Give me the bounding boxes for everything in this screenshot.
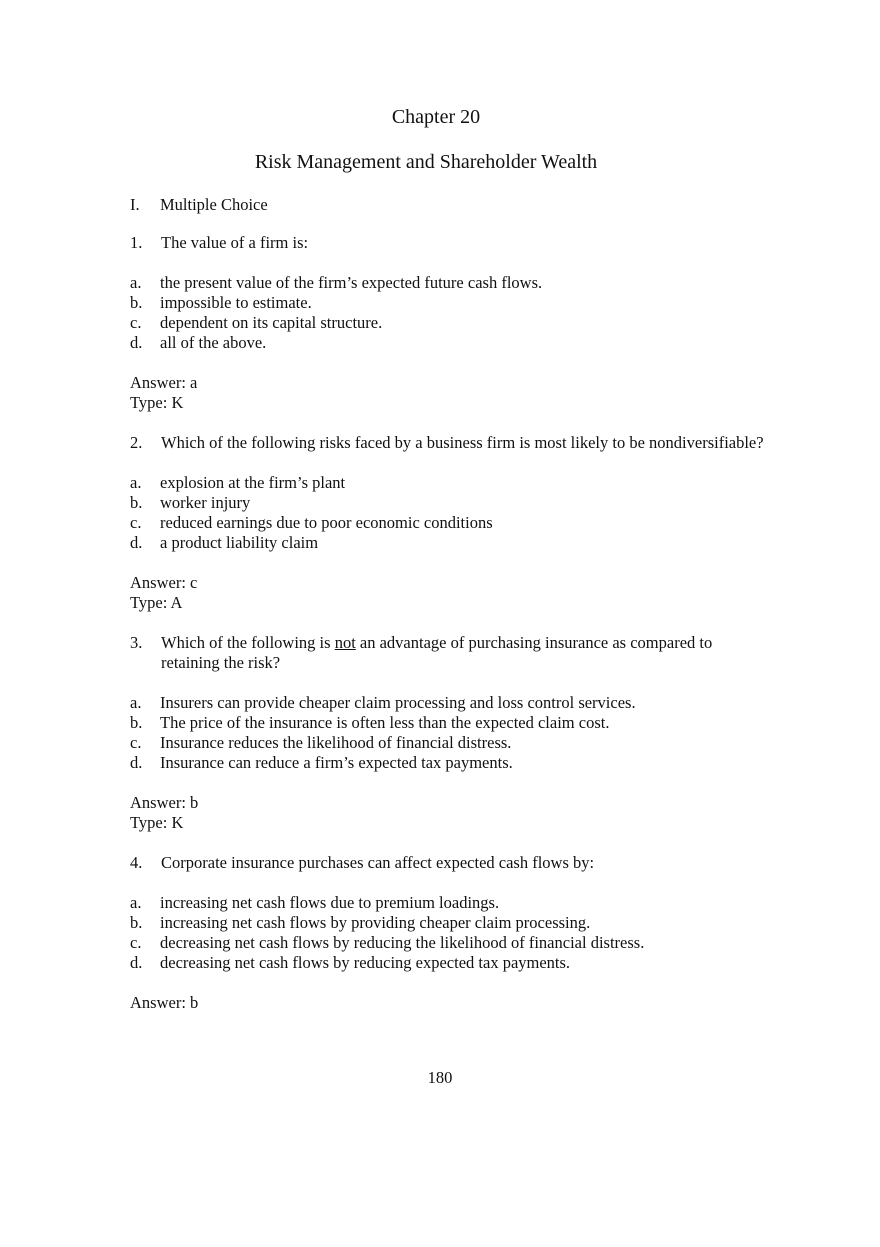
question-item xyxy=(130,853,770,1013)
option-text: dependent on its capital structure. xyxy=(160,313,383,332)
question-stem xyxy=(130,853,770,873)
question-number: 2. xyxy=(130,433,143,452)
option-text: increasing net cash flows due to premium loadings. xyxy=(160,893,500,912)
option-letter: c. xyxy=(130,513,142,532)
option-item xyxy=(130,273,770,293)
option-letter: b. xyxy=(130,293,143,312)
question-stem xyxy=(130,433,770,453)
option-letter: c. xyxy=(130,313,142,332)
question-list xyxy=(130,233,770,1033)
section-numeral: I. xyxy=(130,195,140,214)
option-item xyxy=(130,293,770,313)
option-text: explosion at the firm’s plant xyxy=(160,473,346,492)
option-text: Insurance can reduce a firm’s expected tax payments. xyxy=(160,753,513,772)
question-stem xyxy=(130,633,770,673)
page-number: 180 xyxy=(427,1068,453,1087)
option-item xyxy=(130,713,770,733)
answer-block xyxy=(130,373,770,413)
question-text xyxy=(161,633,770,673)
option-text: Insurance reduces the likelihood of financial distress. xyxy=(160,733,512,752)
section-heading xyxy=(130,195,268,215)
option-letter: c. xyxy=(130,933,142,952)
chapter-heading: Risk Management and Shareholder Wealth xyxy=(254,151,598,173)
question-item xyxy=(130,233,770,413)
answer-block xyxy=(130,993,770,1013)
option-letter: a. xyxy=(130,273,142,292)
option-item xyxy=(130,473,770,493)
option-item xyxy=(130,493,770,513)
option-text: decreasing net cash flows by reducing expected tax payments. xyxy=(160,953,571,972)
option-letter: d. xyxy=(130,333,143,352)
option-item xyxy=(130,913,770,933)
question-text: Which of the following risks faced by a business firm is most likely to be nondiversifiable? xyxy=(161,433,764,452)
option-item xyxy=(130,733,770,753)
option-item xyxy=(130,953,770,973)
option-text: The price of the insurance is often less than the expected claim cost. xyxy=(160,713,610,732)
question-number: 1. xyxy=(130,233,143,252)
chapter-title: Chapter 20 xyxy=(391,106,481,128)
option-text: all of the above. xyxy=(160,333,267,352)
option-letter: a. xyxy=(130,473,142,492)
option-letter: c. xyxy=(130,733,142,752)
question-type: Type: K xyxy=(130,393,184,412)
question-text-part: an advantage of purchasing insurance as compared to retaining the risk? xyxy=(161,633,713,672)
question-type: Type: K xyxy=(130,813,184,832)
question-stem xyxy=(130,233,770,253)
section-label: Multiple Choice xyxy=(160,195,268,214)
option-letter: d. xyxy=(130,753,143,772)
option-item xyxy=(130,513,770,533)
option-letter: b. xyxy=(130,493,143,512)
question-item xyxy=(130,633,770,833)
option-letter: a. xyxy=(130,693,142,712)
answer-block xyxy=(130,573,770,613)
option-item xyxy=(130,933,770,953)
option-letter: a. xyxy=(130,893,142,912)
option-letter: b. xyxy=(130,913,143,932)
option-text: Insurers can provide cheaper claim processing and loss control services. xyxy=(160,693,636,712)
option-list xyxy=(130,693,770,773)
option-item xyxy=(130,753,770,773)
option-list xyxy=(130,893,770,973)
option-text: decreasing net cash flows by reducing the likelihood of financial distress. xyxy=(160,933,645,952)
question-number: 3. xyxy=(130,633,143,652)
option-list xyxy=(130,473,770,553)
option-item xyxy=(130,693,770,713)
option-text: a product liability claim xyxy=(160,533,319,552)
question-number: 4. xyxy=(130,853,143,872)
option-item xyxy=(130,893,770,913)
option-letter: d. xyxy=(130,533,143,552)
option-item xyxy=(130,333,770,353)
option-letter: d. xyxy=(130,953,143,972)
option-text: impossible to estimate. xyxy=(160,293,312,312)
answer-block xyxy=(130,793,770,833)
option-letter: b. xyxy=(130,713,143,732)
option-list xyxy=(130,273,770,353)
option-text: reduced earnings due to poor economic conditions xyxy=(160,513,493,532)
question-text: The value of a firm is: xyxy=(161,233,309,252)
question-type: Type: A xyxy=(130,593,183,612)
option-text: worker injury xyxy=(160,493,251,512)
answer-key: Answer: b xyxy=(130,793,199,812)
option-text: the present value of the firm’s expected future cash flows. xyxy=(160,273,543,292)
underlined-word: not xyxy=(334,633,356,652)
answer-key: Answer: b xyxy=(130,993,199,1012)
answer-key: Answer: c xyxy=(130,573,198,592)
question-text: Corporate insurance purchases can affect expected cash flows by: xyxy=(161,853,595,872)
question-item xyxy=(130,433,770,613)
option-text: increasing net cash flows by providing cheaper claim processing. xyxy=(160,913,591,932)
option-item xyxy=(130,533,770,553)
question-text-part: Which of the following is xyxy=(161,633,335,652)
answer-key: Answer: a xyxy=(130,373,198,392)
option-item xyxy=(130,313,770,333)
